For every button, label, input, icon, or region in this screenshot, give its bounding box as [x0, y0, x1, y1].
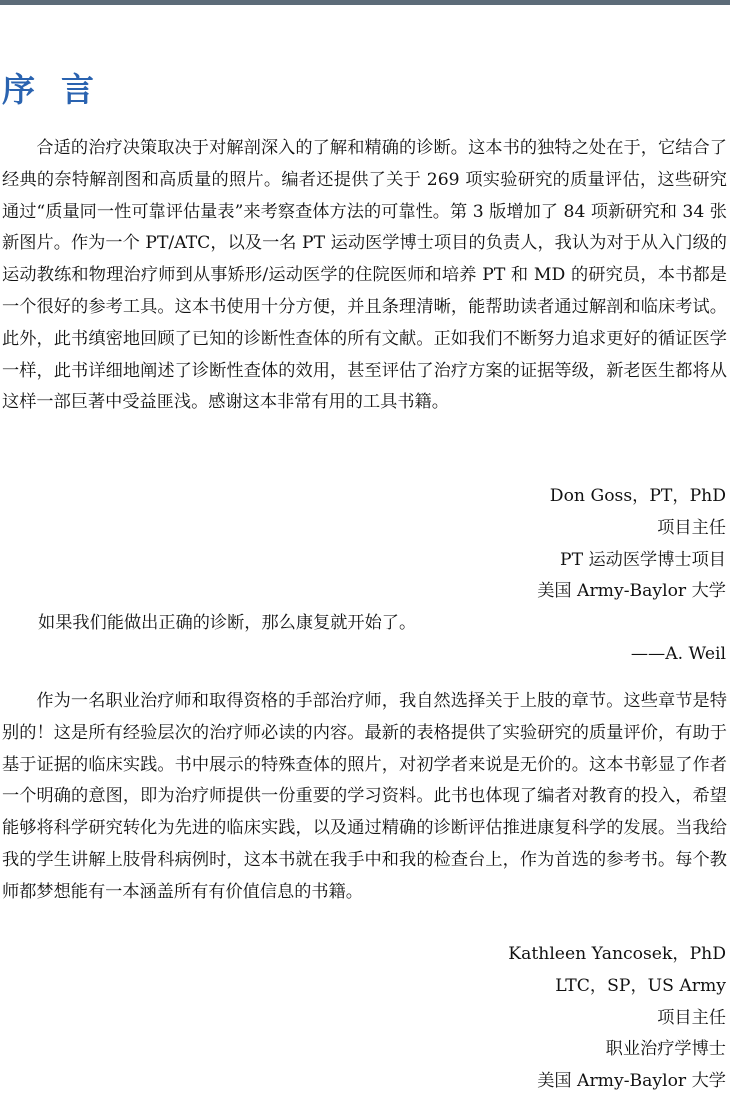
signature-name: Kathleen Yancosek，PhD [508, 944, 726, 964]
preface-paragraph-1: 合适的治疗决策取决于对解剖深入的了解和精确的诊断。这本书的独特之处在于，它结合了经典的奈特解剖图和高质量的照片。编者还提供了关于 269 项实验研究的质量评估，这些研究通过“质量同一性可靠评估量表”来考察查体方法的可靠性。第 3 版增加了 84 项新研究和 34 张新图片。作为一个 PT/ATC，以及一名 PT 运动医学博士项目的负责人，我认为对于从入门级的运动教练和物理治疗师到从事矫形/运动医学的住院医师和培养 PT 和 MD 的研究员，本书都是一个很好的参考工具。这本书使用十分方便，并且条理清晰，能帮助读者通过解剖和临床考试。此外，此书缜密地回顾了已知的诊断性查体的所有文献。正如我们不断努力追求更好的循证医学一样，此书详细地阐述了诊断性查体的效用，甚至评估了治疗方案的证据等级，新老医生都将从这样一部巨著中受益匪浅。感谢这本非常有用的工具书籍。 [2, 138, 727, 413]
signature-degree: 职业治疗学博士 [605, 1039, 726, 1060]
signature-institution: 美国 Army-Baylor 大学 [537, 1071, 726, 1092]
preface-paragraph-2: 作为一名职业治疗师和取得资格的手部治疗师，我自然选择关于上肢的章节。这些章节是特别的！这是所有经验层次的治疗师必读的内容。最新的表格提供了实验研究的质量评价，有助于基于证据的临床实践。书中展示的特殊查体的照片，对初学者来说是无价的。这本书彰显了作者一个明确的意图，即为治疗师提供一份重要的学习资料。此书也体现了编者对教育的投入，希望能够将科学研究转化为先进的临床实践，以及通过精确的诊断评估推进康复科学的发展。当我给我的学生讲解上肢骨科病例时，这本书就在我手中和我的检查台上，作为首选的参考书。每个教师都梦想能有一本涵盖所有有价值信息的书籍。 [2, 691, 727, 902]
signature-role: 项目主任 [657, 1007, 726, 1028]
signature-block-1 [537, 481, 726, 608]
signature-role: 项目主任 [657, 517, 726, 538]
signature-institution: 美国 Army-Baylor 大学 [537, 581, 726, 602]
signature-program: PT 运动医学博士项目 [560, 549, 726, 570]
signature-rank: LTC，SP，US Army [555, 975, 726, 996]
top-rule [0, 0, 730, 5]
signature-block-2 [508, 939, 726, 1098]
signature-name: Don Goss，PT，PhD [549, 486, 726, 506]
page-title: 序言 [2, 70, 120, 110]
quote-text: 如果我们能做出正确的诊断，那么康复就开始了。 [38, 613, 417, 633]
quote-attribution: ——A. Weil [630, 644, 726, 664]
